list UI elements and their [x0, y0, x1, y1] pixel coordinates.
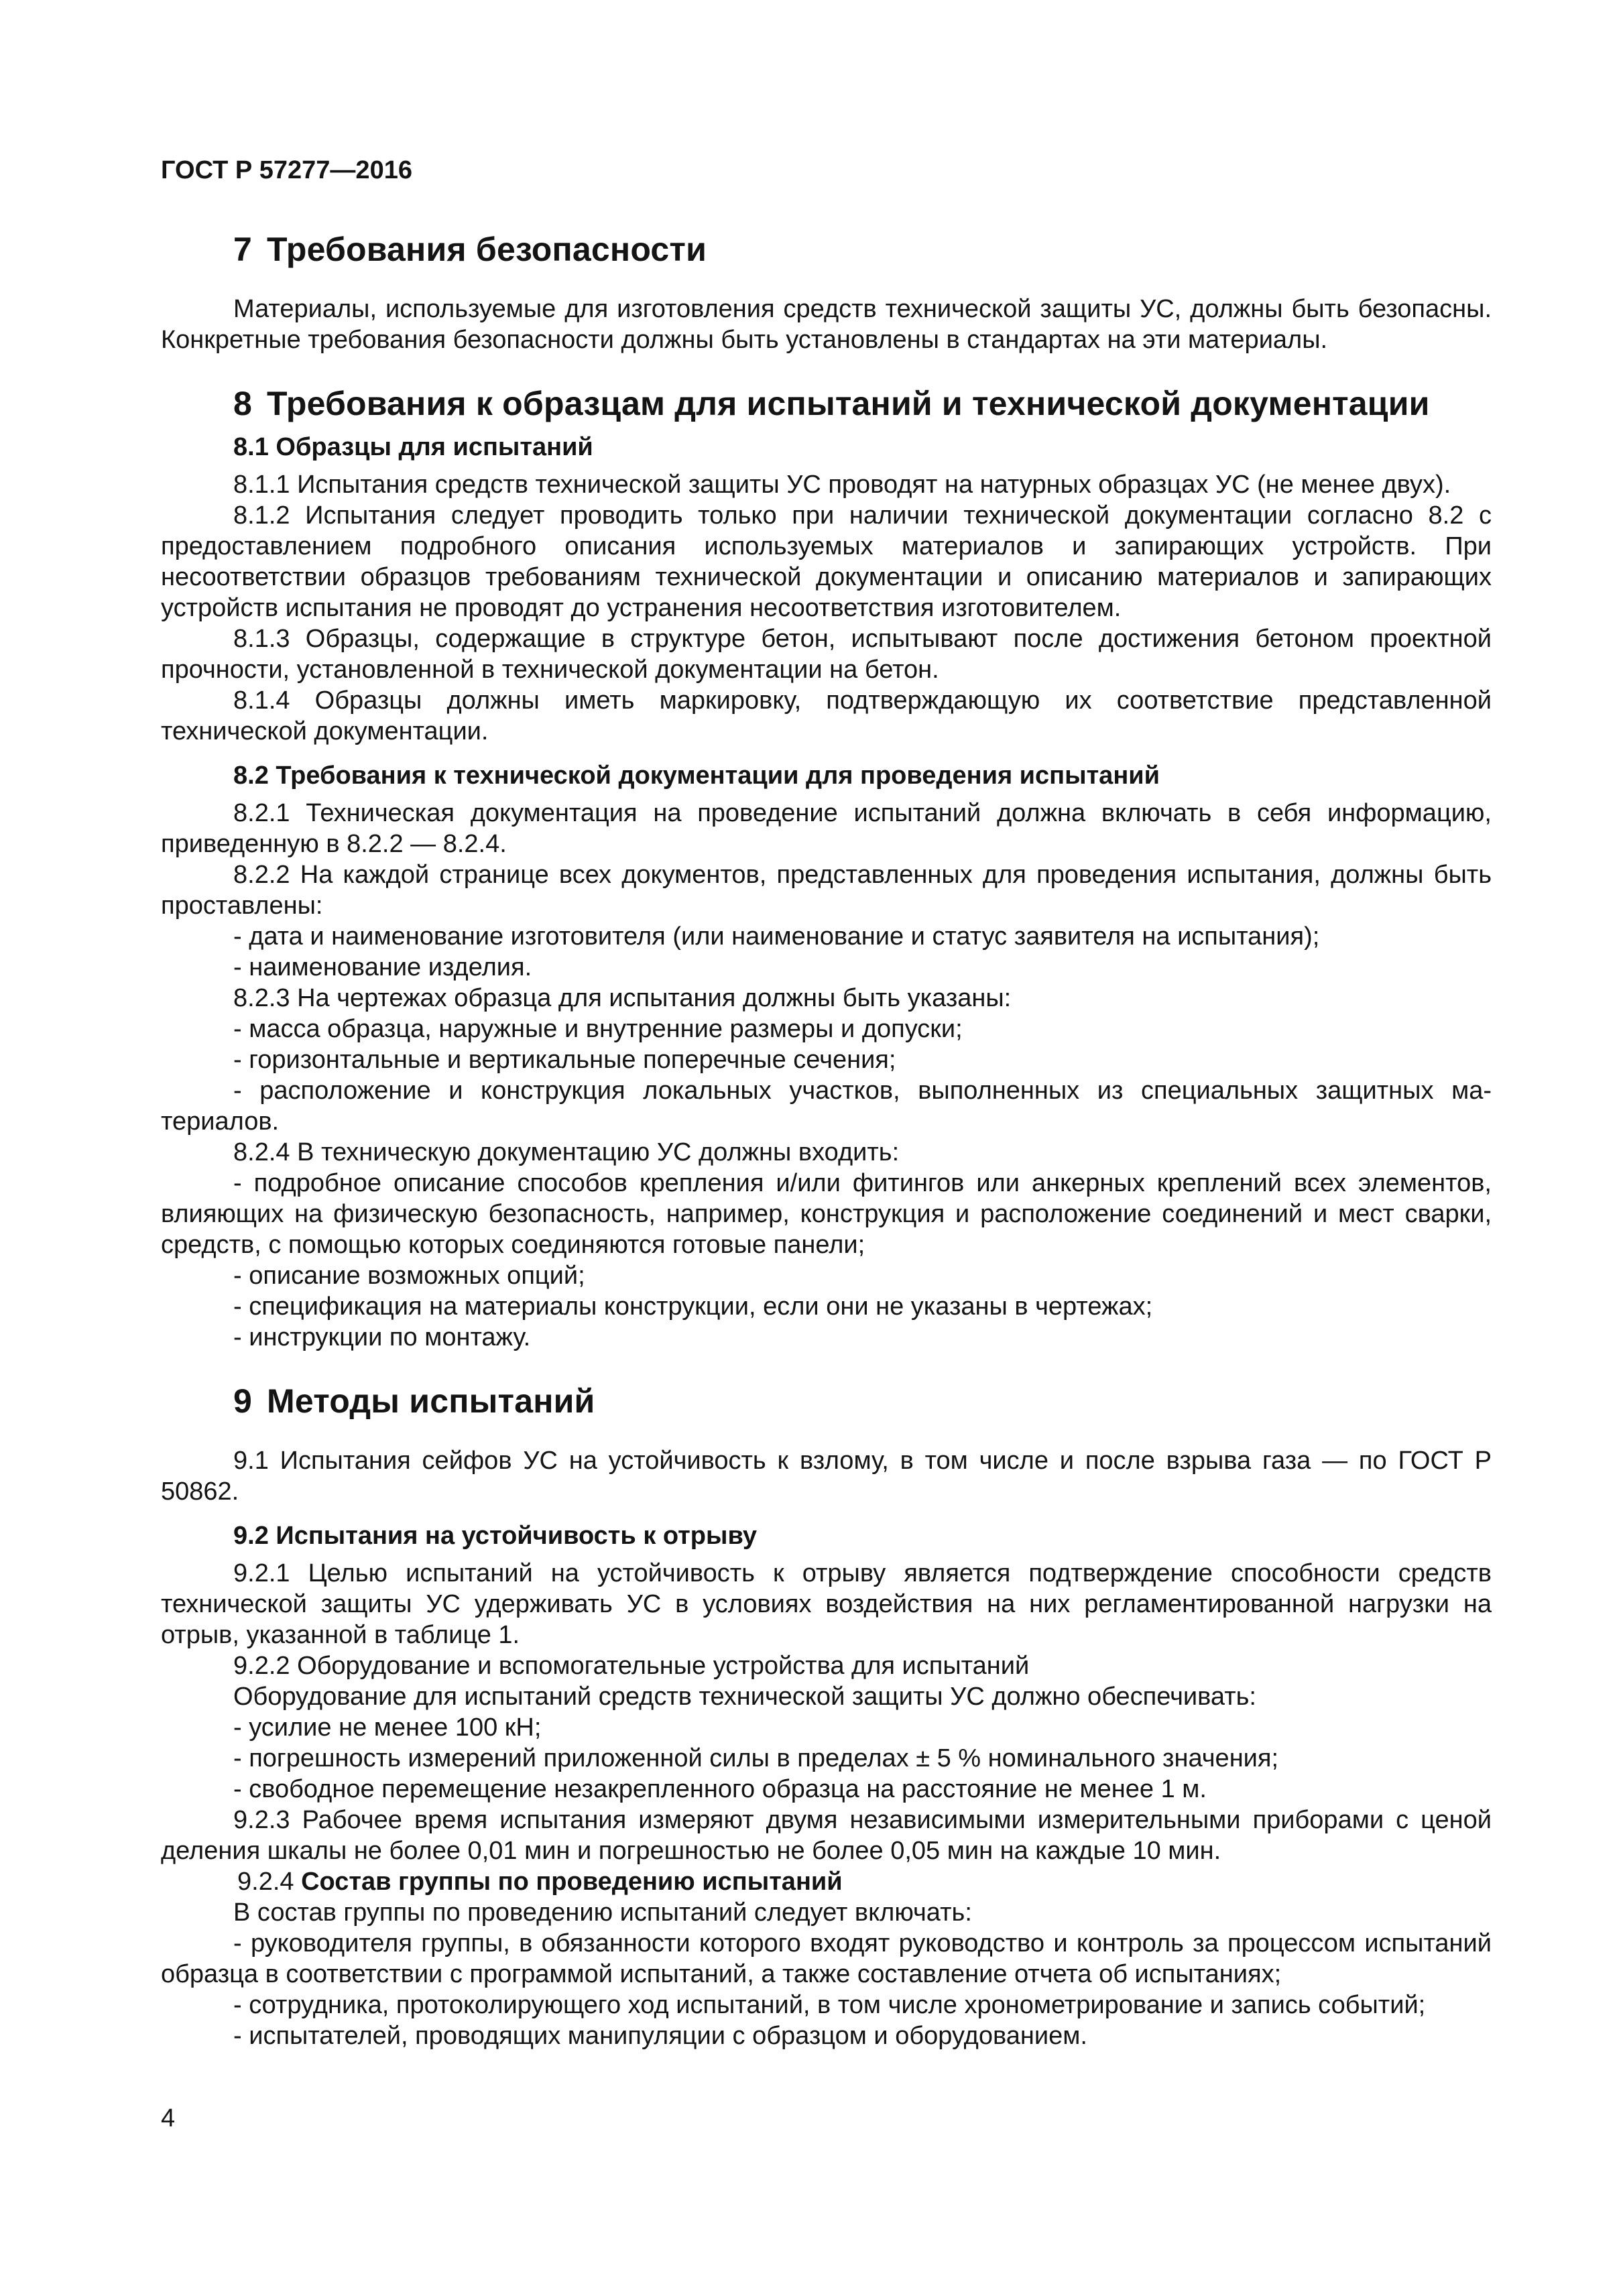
list-item-9-2-4-c: - испытателей, проводящих манипуляции с образцом и оборудованием.: [233, 2022, 1087, 2050]
paragraph-9-2-1: 9.2.1 Целью испытаний на устойчивость к отрыву является подтверждение способности средств технической защиты УС удерживать УС в условиях воздействия на них регламентированной нагрузки на отрыв, указанной в таблице 1.: [161, 1559, 1492, 1649]
list-item-8-2-3-a: - масса образца, наружные и внутренние размеры и допуски;: [233, 1015, 963, 1043]
paragraph-8-1-2: 8.1.2 Испытания следует проводить только при наличии технической документации согласно 8.2 с предоставлением подробного описания используемых материалов и запирающих устройств. При несоответствии образцов требованиям технической документации и описанию материалов и запирающих устройств испытания не проводят до устранения несоответствия изготовителем.: [161, 501, 1492, 622]
list-item-9-2-2-b: - погрешность измерений приложенной силы в пределах ± 5 % номинального значения;: [233, 1744, 1279, 1772]
list-item-9-2-4-b: - сотрудника, протоколирующего ход испытаний, в том числе хронометрирование и запись событий;: [233, 1991, 1426, 2019]
paragraph-8-1-3: 8.1.3 Образцы, содержащие в структуре бетон, испытывают после достижения бетоном проектной прочности, установленной в технической документации на бетон.: [161, 625, 1492, 684]
list-item-8-2-4-d: - инструкции по монтажу.: [233, 1323, 531, 1351]
paragraph-8-2-3: 8.2.3 На чертежах образца для испытания должны быть указаны:: [233, 984, 1012, 1012]
section-7-paragraph: Материалы, используемые для изготовления средств технической защиты УС, должны быть безопасны. Конкретные требования безопасности должны быть установлены в стандартах на эти материалы.: [161, 295, 1492, 354]
document-page: [161, 156, 1492, 2051]
paragraph-9-1: 9.1 Испытания сейфов УС на устойчивость к взлому, в том числе и после взрыва газа — по ГОСТ Р 50862.: [161, 1447, 1492, 1506]
paragraph-9-2-4-heading: [161, 1866, 1492, 1897]
paragraph-9-2-4-title: Состав группы по проведению испытаний: [301, 1868, 843, 1896]
list-item-8-2-2-b: - наименование изделия.: [233, 953, 532, 981]
list-item-8-2-4-c: - спецификация на материалы конструкции, если они не указаны в чертежах;: [233, 1292, 1153, 1321]
section-8-title: Требования к образцам для испытаний и технической документации: [267, 385, 1430, 422]
subsection-9-2-heading: 9.2 Испытания на устойчивость к отрыву: [233, 1522, 757, 1550]
paragraph-9-2-2: 9.2.2 Оборудование и вспомогательные устройства для испытаний: [233, 1652, 1030, 1680]
paragraph-9-2-2-intro: Оборудование для испытаний средств технической защиты УС должно обеспечивать:: [233, 1683, 1256, 1711]
list-item-8-2-4-b: - описание возможных опций;: [233, 1262, 585, 1290]
paragraph-9-2-4-intro: В состав группы по проведению испытаний следует включать:: [233, 1898, 972, 1927]
paragraph-8-2-1: 8.2.1 Техническая документация на проведение испытаний должна включать в себя информацию, приведенную в 8.2.2 — 8.2.4.: [161, 799, 1492, 858]
paragraph-9-2-4-number: 9.2.4: [237, 1868, 294, 1896]
list-item-8-2-4-a: - подробное описание способов крепления и/или фитингов или анкерных креплений всех элементов, влияющих на физическую безопасность, например, конструкция и расположение соединений и мест сварки, средств, с помощью которых соединяются готовые панели;: [161, 1169, 1492, 1259]
document-id-header: ГОСТ Р 57277—2016: [161, 156, 412, 184]
section-8-number: 8: [233, 385, 253, 422]
section-7-heading: [233, 231, 1492, 268]
subsection-8-1-heading: 8.1 Образцы для испытаний: [233, 433, 593, 461]
paragraph-8-2-2: 8.2.2 На каждой странице всех документов, представленных для проведения испытания, должны быть проставлены:: [161, 861, 1492, 920]
section-7-number: 7: [233, 231, 253, 268]
paragraph-9-2-3: 9.2.3 Рабочее время испытания измеряют двумя независимыми измерительными приборами с ценой деления шкалы не более 0,01 мин и погрешностью не более 0,05 мин на каждые 10 мин.: [161, 1806, 1492, 1865]
paragraph-8-2-4: 8.2.4 В техническую документацию УС должны входить:: [233, 1138, 900, 1166]
section-9-number: 9: [233, 1382, 253, 1420]
subsection-8-2-heading: 8.2 Требования к технической документации для проведения испытаний: [233, 762, 1160, 790]
section-7-title: Требования безопасности: [267, 231, 707, 268]
list-item-8-2-2-a: - дата и наименование изготовителя (или наименование и статус заявителя на испытания);: [233, 922, 1320, 951]
list-item-9-2-2-c: - свободное перемещение незакрепленного образца на расстояние не менее 1 м.: [233, 1775, 1207, 1803]
paragraph-8-1-1: 8.1.1 Испытания средств технической защиты УС проводят на натурных образцах УС (не менее двух).: [233, 471, 1451, 499]
list-item-9-2-4-a: - руководителя группы, в обязанности которого входят руководство и контроль за процессом испытаний образца в соответствии с программой испытаний, а также составление отчета об испытаниях;: [161, 1929, 1492, 1988]
section-9-heading: [233, 1382, 1492, 1420]
paragraph-8-1-4: 8.1.4 Образцы должны иметь маркировку, подтверждающую их соответствие представленной технической документации.: [161, 686, 1492, 745]
section-9-title: Методы испытаний: [267, 1382, 595, 1420]
list-item-8-2-3-c: - расположение и конструкция локальных участков, выполненных из специальных защитных материалов.: [161, 1077, 1492, 1136]
list-item-9-2-2-a: - усилие не менее 100 кН;: [233, 1713, 542, 1742]
section-8-heading: [233, 385, 1492, 422]
list-item-8-2-3-b: - горизонтальные и вертикальные поперечные сечения;: [233, 1046, 896, 1074]
page-number: 4: [161, 2104, 176, 2132]
